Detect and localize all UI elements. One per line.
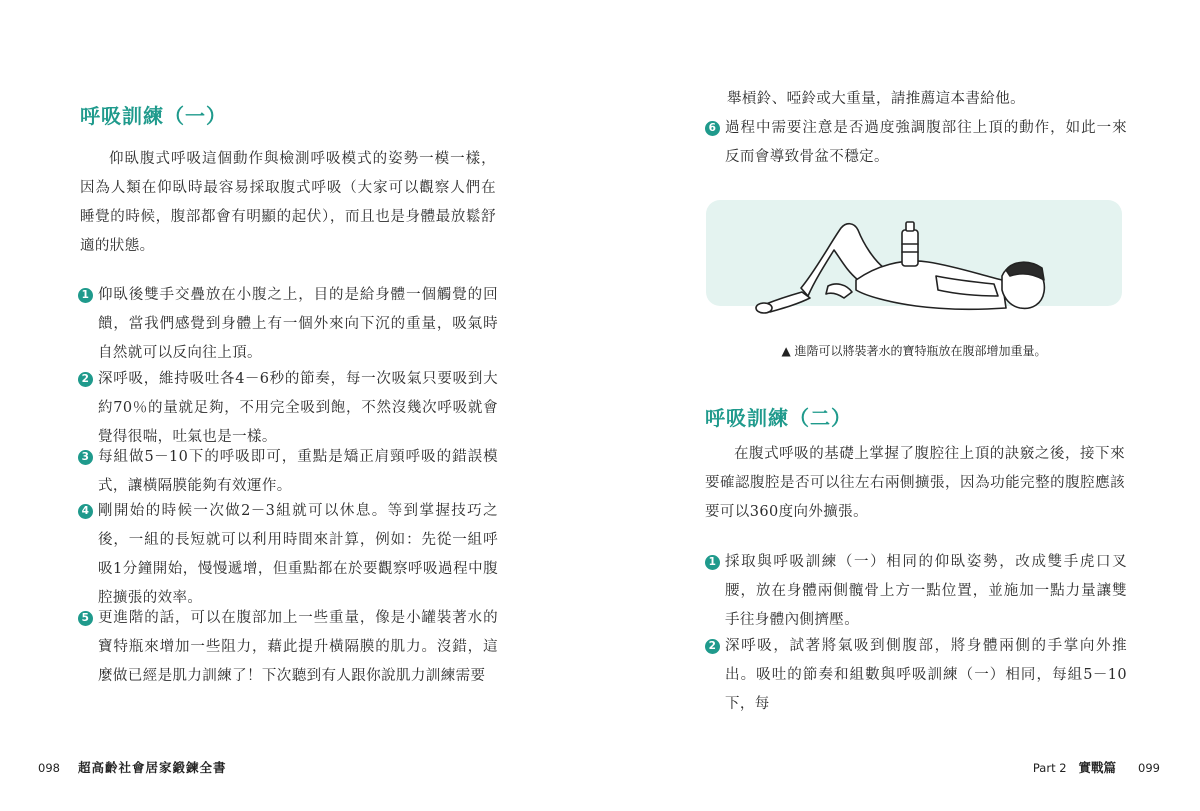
step-number-badge: 3 — [78, 450, 93, 465]
list-item — [78, 365, 498, 452]
list-item — [78, 443, 498, 501]
intro-paragraph-1: 仰臥腹式呼吸這個動作與檢測呼吸模式的姿勢一模一樣，因為人類在仰臥時最容易採取腹式呼吸（大家可以觀察人們在睡覺的時候，腹部都會有明顯的起伏），而且也是身體最放鬆舒適的狀態。 — [80, 151, 496, 254]
section-heading-1: 呼吸訓練（一） — [80, 104, 227, 128]
list-item-text: 深呼吸，試著將氣吸到側腹部，將身體兩側的手掌向外推出。吸吐的節奏和組數與呼吸訓練（一）相同，每組5－10下，每 — [725, 638, 1127, 712]
person-lying-with-bottle-illustration — [706, 200, 1122, 330]
list-item-text: 每組做5－10下的呼吸即可，重點是矯正肩頸呼吸的錯誤模式，讓橫隔膜能夠有效運作。 — [98, 449, 498, 494]
step-number-badge: 1 — [78, 288, 93, 303]
page-number: 098 — [38, 761, 60, 775]
list-item-text: 剛開始的時候一次做2－3組就可以休息。等到掌握技巧之後，一組的長短就可以利用時間來計算，例如：先從一組呼吸1分鐘開始，慢慢遞增，但重點都在於要觀察呼吸過程中腹腔擴張的效率。 — [98, 503, 498, 606]
step-number-badge: 5 — [78, 611, 93, 626]
section-heading-2: 呼吸訓練（二） — [705, 406, 852, 430]
illustration-panel — [706, 200, 1122, 306]
list-item-text: 採取與呼吸訓練（一）相同的仰臥姿勢，改成雙手虎口叉腰，放在身體兩側髖骨上方一點位置，並施加一點力量讓雙手往身體內側擠壓。 — [725, 554, 1127, 628]
step-number-badge: 4 — [78, 504, 93, 519]
list-item — [705, 114, 1127, 172]
intro-paragraph-2: 在腹式呼吸的基礎上掌握了腹腔往上頂的訣竅之後，接下來要確認腹腔是否可以往左右兩側擴張，因為功能完整的腹腔應該要可以360度向外擴張。 — [705, 446, 1125, 520]
list-item — [705, 632, 1127, 719]
list-item — [78, 281, 498, 368]
section-label: 實戰篇 — [1078, 760, 1117, 775]
right-footer — [1033, 758, 1160, 776]
book-title: 超高齡社會居家鍛鍊全書 — [77, 760, 227, 775]
step-number-badge: 1 — [705, 555, 720, 570]
illustration-caption: ▲ 進階可以將裝著水的寶特瓶放在腹部增加重量。 — [781, 344, 1047, 358]
list-item-text: 更進階的話，可以在腹部加上一些重量，像是小罐裝著水的寶特瓶來增加一些阻力，藉此提升橫隔膜的肌力。沒錯，這麼做已經是肌力訓練了！下次聽到有人跟你說肌力訓練需要 — [98, 610, 498, 684]
list-item-text: 深呼吸，維持吸吐各4－6秒的節奏，每一次吸氣只要吸到大約70％的量就足夠，不用完全吸到飽，不然沒幾次呼吸就會覺得很喘，吐氣也是一樣。 — [98, 371, 498, 445]
step-number-badge: 2 — [78, 372, 93, 387]
right-page — [600, 0, 1200, 811]
part-label: Part 2 — [1032, 761, 1067, 775]
page-number: 099 — [1138, 761, 1160, 775]
left-footer — [38, 758, 226, 776]
list-item — [705, 548, 1127, 635]
step-number-badge: 6 — [705, 121, 720, 136]
list-item-text: 仰臥後雙手交疊放在小腹之上，目的是給身體一個觸覺的回饋，當我們感覺到身體上有一個外來向下沉的重量，吸氣時自然就可以反向往上頂。 — [98, 287, 498, 361]
list-item — [78, 604, 498, 691]
list-item-text: 過程中需要注意是否過度強調腹部往上頂的動作，如此一來反而會導致骨盆不穩定。 — [725, 120, 1127, 165]
step-number-badge: 2 — [705, 639, 720, 654]
continued-text: 舉槓鈴、啞鈴或大重量，請推薦這本書給他。 — [727, 91, 1025, 107]
list-item — [78, 497, 498, 613]
